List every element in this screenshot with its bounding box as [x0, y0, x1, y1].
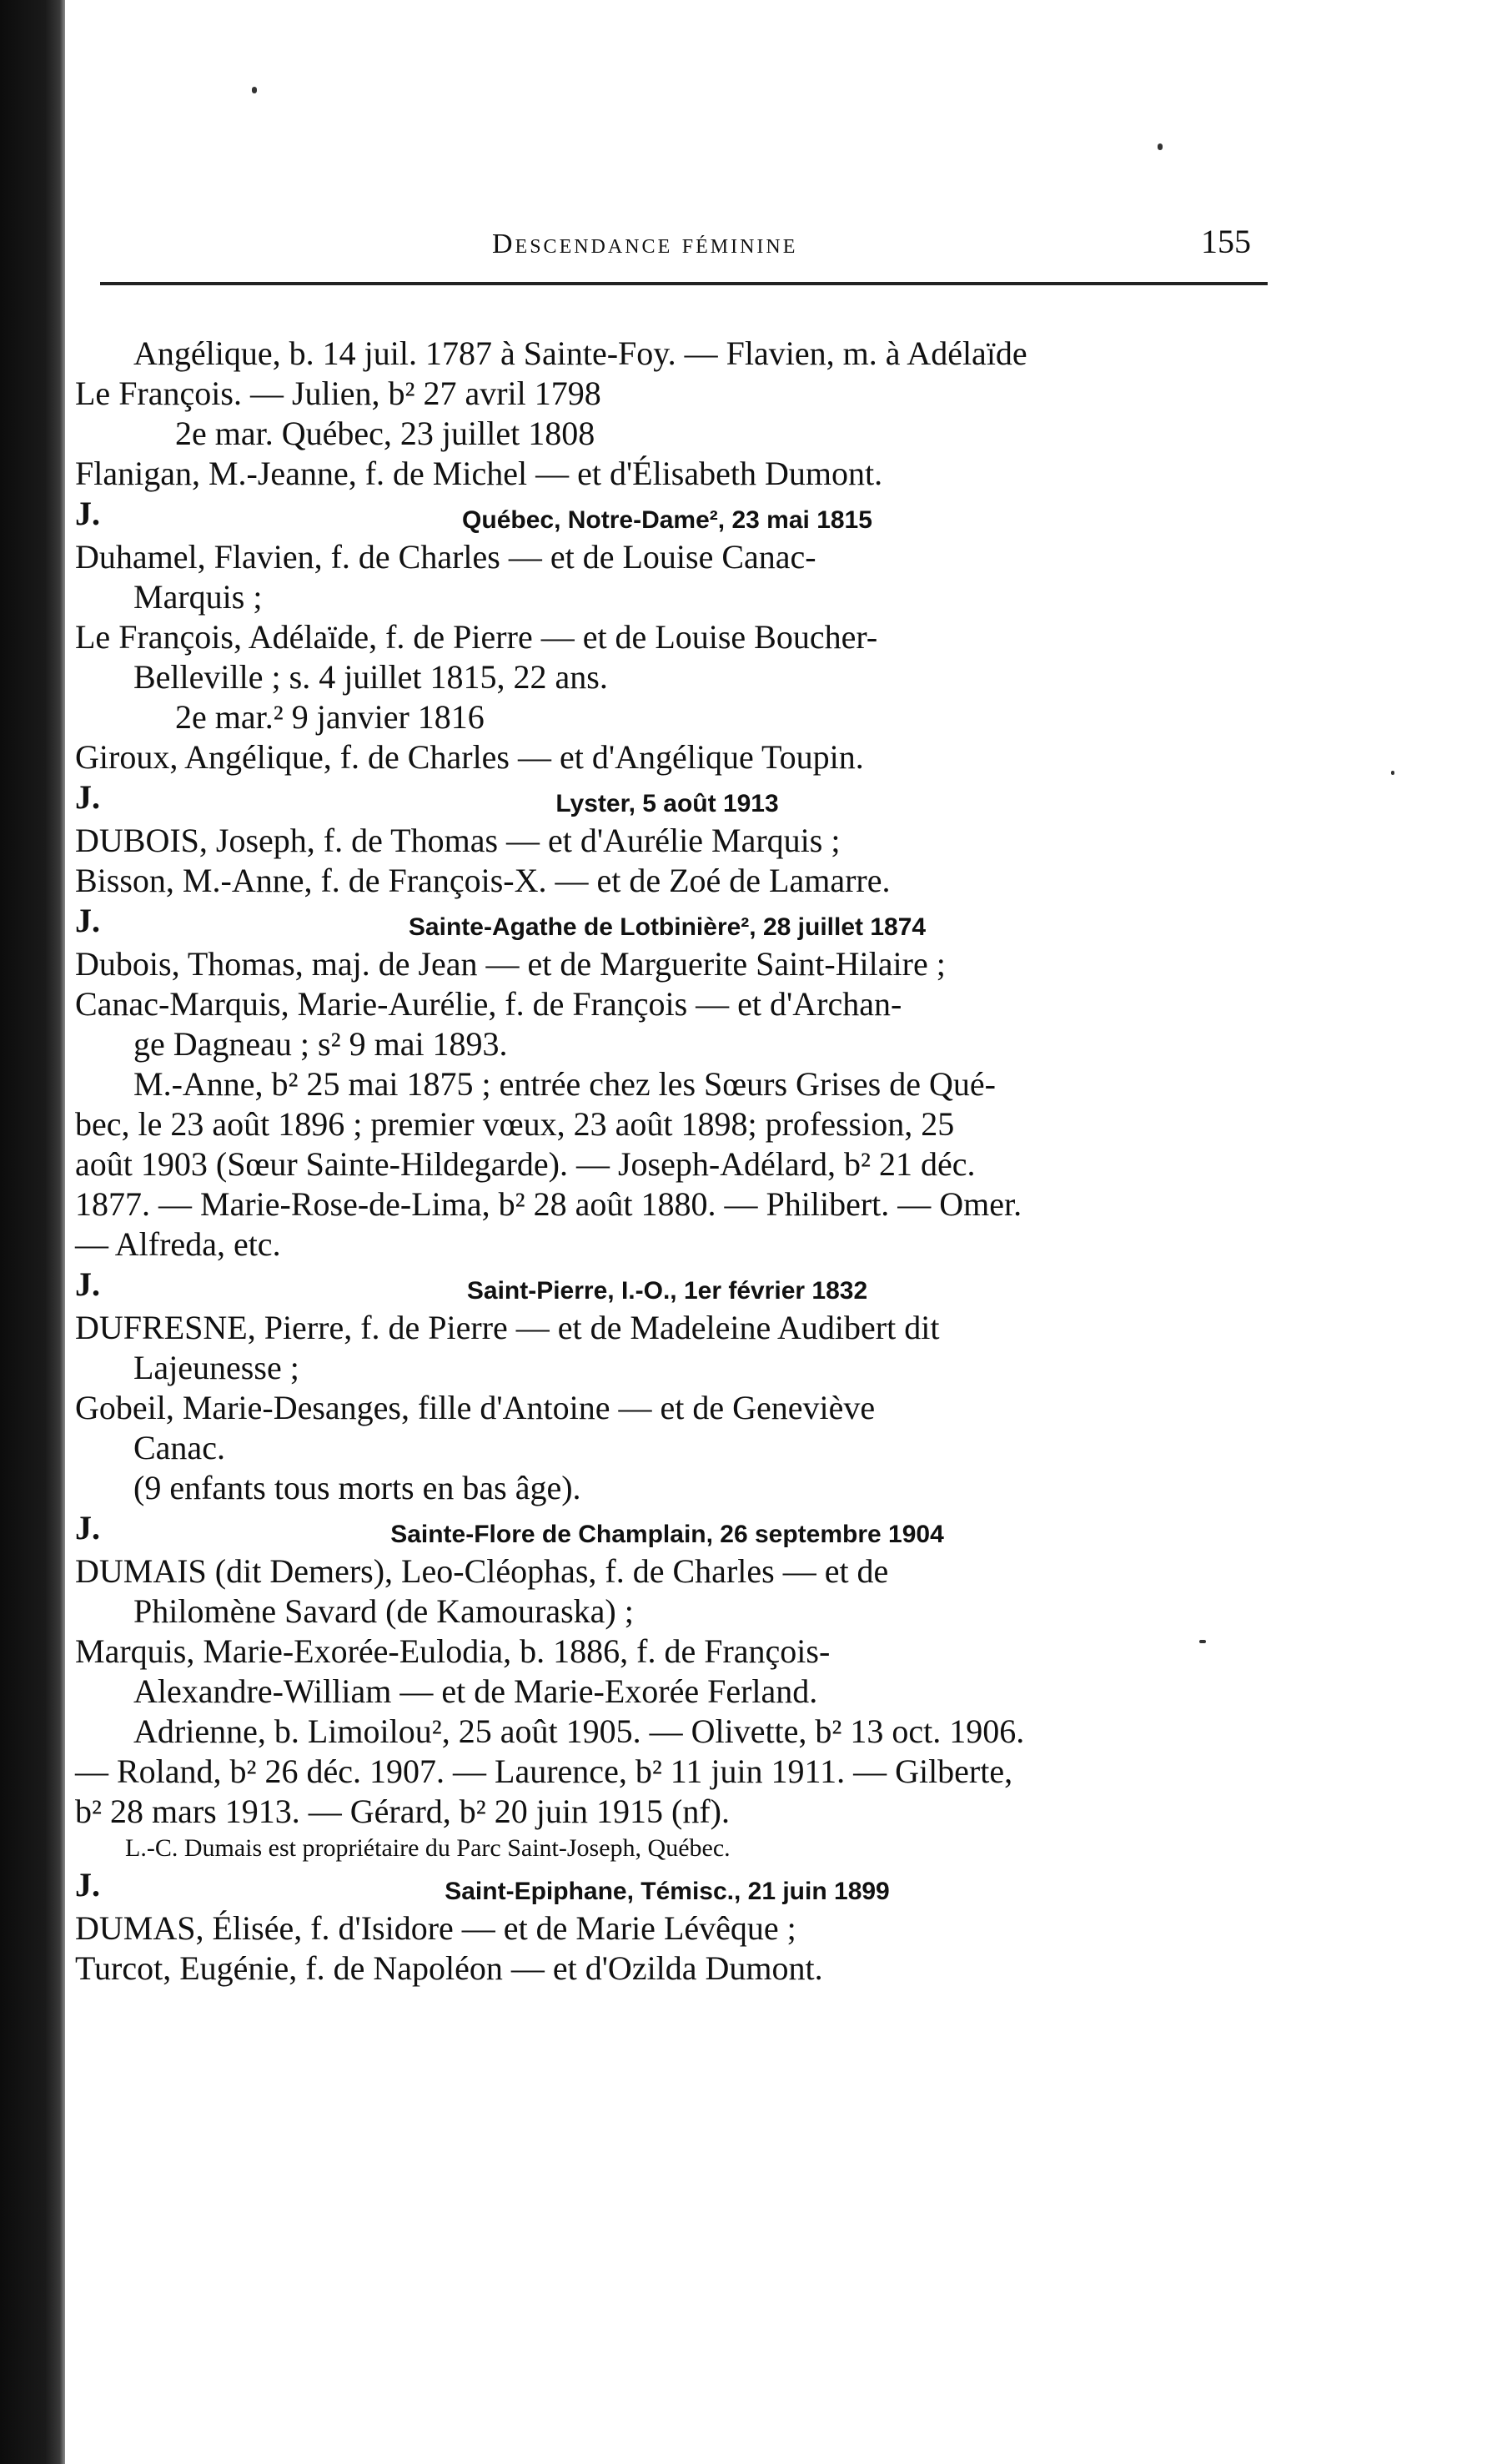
text-line: DUFRESNE, Pierre, f. de Pierre — et de Madeleine Audibert dit — [75, 1309, 940, 1346]
text-line: Flanigan, M.-Jeanne, f. de Michel — et d'Élisabeth Dumont. — [75, 455, 883, 492]
running-header — [0, 222, 1492, 272]
text-line: Alexandre-William — et de Marie-Exorée Ferland. — [133, 1672, 818, 1710]
marriage-place: Lyster, 5 août 1913 — [555, 790, 779, 817]
text-line: Canac-Marquis, Marie-Aurélie, f. de François — et d'Archan- — [75, 985, 902, 1023]
text-line: 1877. — Marie-Rose-de-Lima, b² 28 août 1880. — Philibert. — Omer. — [75, 1185, 1022, 1223]
marriage-place-line — [75, 777, 1259, 821]
text-line: ge Dagneau ; s² 9 mai 1893. — [133, 1025, 508, 1063]
text-line: Marquis ; — [133, 578, 263, 616]
text-line: bec, le 23 août 1896 ; premier vœux, 23 août 1898; profession, 25 — [75, 1105, 955, 1143]
text-line: — Alfreda, etc. — [75, 1225, 281, 1263]
text-line: DUMAS, Élisée, f. d'Isidore — et de Marie Lévêque ; — [75, 1909, 796, 1947]
marriage-place-line — [75, 494, 1259, 537]
header-rule — [100, 282, 1268, 285]
text-line: Canac. — [133, 1429, 225, 1466]
footnote-line: L.-C. Dumais est propriétaire du Parc Saint-Joseph, Québec. — [125, 1834, 731, 1862]
marriage-marker: J. — [75, 1866, 100, 1903]
text-line: b² 28 mars 1913. — Gérard, b² 20 juin 1915 (nf). — [75, 1793, 730, 1830]
genealogy-text — [75, 334, 1259, 1989]
text-line: Marquis, Marie-Exorée-Eulodia, b. 1886, f. de François- — [75, 1632, 831, 1670]
text-line: 2e mar.² 9 janvier 1816 — [175, 698, 485, 736]
text-line: M.-Anne, b² 25 mai 1875 ; entrée chez les Sœurs Grises de Qué- — [133, 1065, 996, 1103]
text-line: Giroux, Angélique, f. de Charles — et d'Angélique Toupin. — [75, 738, 864, 776]
text-line: août 1903 (Sœur Sainte-Hildegarde). — Joseph-Adélard, b² 21 déc. — [75, 1145, 976, 1183]
text-line: 2e mar. Québec, 23 juillet 1808 — [175, 415, 595, 452]
marriage-place: Québec, Notre-Dame², 23 mai 1815 — [462, 506, 872, 534]
ink-speck — [252, 87, 257, 93]
marriage-place: Saint-Pierre, I.-O., 1er février 1832 — [466, 1277, 868, 1305]
marriage-marker: J. — [75, 778, 100, 816]
text-line: Le François. — Julien, b² 27 avril 1798 — [75, 375, 601, 412]
ink-speck — [1199, 1640, 1206, 1643]
text-line: Lajeunesse ; — [133, 1349, 299, 1386]
text-line: Bisson, M.-Anne, f. de François-X. — et de Zoé de Lamarre. — [75, 862, 891, 899]
ink-speck — [1391, 771, 1394, 775]
text-line: Adrienne, b. Limoilou², 25 août 1905. — Olivette, b² 13 oct. 1906. — [133, 1712, 1025, 1750]
text-line: (9 enfants tous morts en bas âge). — [133, 1469, 581, 1506]
marriage-place-line — [75, 1508, 1259, 1551]
text-line: Gobeil, Marie-Desanges, fille d'Antoine — et de Geneviève — [75, 1389, 876, 1426]
ink-speck — [1158, 143, 1163, 150]
text-line: — Roland, b² 26 déc. 1907. — Laurence, b² 11 juin 1911. — Gilberte, — [75, 1752, 1013, 1790]
text-line: Belleville ; s. 4 juillet 1815, 22 ans. — [133, 658, 608, 696]
marriage-place-line — [75, 1265, 1259, 1308]
page-number: 155 — [1201, 223, 1251, 260]
marriage-marker: J. — [75, 1509, 100, 1546]
text-line: Turcot, Eugénie, f. de Napoléon — et d'Ozilda Dumont. — [75, 1949, 823, 1987]
text-line: DUBOIS, Joseph, f. de Thomas — et d'Aurélie Marquis ; — [75, 822, 841, 859]
marriage-marker: J. — [75, 1265, 100, 1303]
marriage-place: Sainte-Agathe de Lotbinière², 28 juillet 1874 — [408, 913, 927, 941]
text-line: Duhamel, Flavien, f. de Charles — et de Louise Canac- — [75, 538, 816, 576]
text-line: Dubois, Thomas, maj. de Jean — et de Marguerite Saint-Hilaire ; — [75, 945, 946, 983]
marriage-place: Saint-Epiphane, Témisc., 21 juin 1899 — [445, 1878, 890, 1905]
running-title: Descendance féminine — [492, 229, 798, 259]
text-line: Angélique, b. 14 juil. 1787 à Sainte-Foy. — Flavien, m. à Adélaïde — [133, 334, 1027, 372]
text-line: Le François, Adélaïde, f. de Pierre — et de Louise Boucher- — [75, 618, 878, 656]
marriage-place-line — [75, 1865, 1259, 1908]
marriage-place-line — [75, 901, 1259, 944]
marriage-marker: J. — [75, 495, 100, 532]
marriage-marker: J. — [75, 902, 100, 939]
text-line: Philomène Savard (de Kamouraska) ; — [133, 1592, 634, 1630]
text-line: DUMAIS (dit Demers), Leo-Cléophas, f. de Charles — et de — [75, 1552, 889, 1590]
marriage-place: Sainte-Flore de Champlain, 26 septembre 1904 — [390, 1521, 944, 1548]
